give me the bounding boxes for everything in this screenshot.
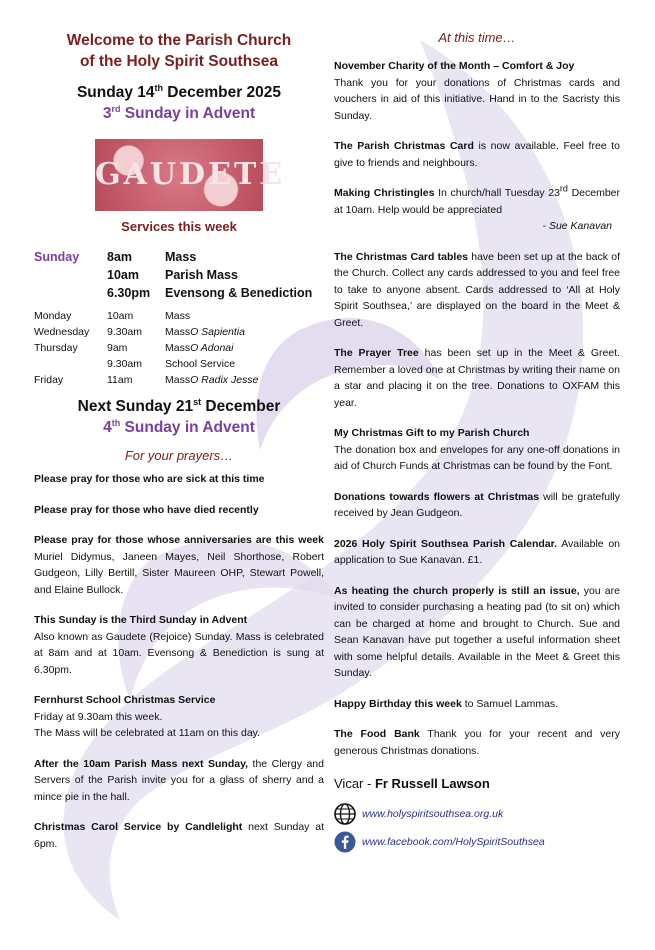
services-heading: Services this week xyxy=(121,219,237,234)
left-column xyxy=(34,30,324,852)
at-this-time-heading: At this time… xyxy=(438,30,516,45)
pray-died: Please pray for those who have died recently xyxy=(34,503,259,516)
food-bank-notice: The Food Bank Thank you for your recent and very generous Christmas donations. xyxy=(334,728,620,757)
right-column xyxy=(334,30,620,853)
heating-notice: As heating the church properly is still an issue, you are invited to consider purchasing a heating pad (to sit on) which can be charged at home and brought to Church. Sue and Sean Kanavan have put together a useful information sheet with some helpful details. Available in the Meet & Greet this Sunday. xyxy=(334,584,620,679)
calendar-notice: 2026 Holy Spirit Southsea Parish Calendar. Available on application to Sue Kanavan. £1. xyxy=(334,537,620,566)
page-title: Welcome to the Parish Church of the Holy Spirit Southsea xyxy=(66,32,292,70)
charity-notice: November Charity of the Month – Comfort & Joy Thank you for your donations of Christmas cards and vouchers in aid of this initiative. Hand in to the Sacristy this Sunday. xyxy=(334,60,620,122)
service-row: 6.30pm Evensong & Benediction xyxy=(107,286,313,300)
service-row: Monday 10am Mass xyxy=(34,310,191,322)
third-sunday-notice: This Sunday is the Third Sunday in Advent Also known as Gaudete (Rejoice) Sunday. Mass is celebrated at 8am and at 10am. Evensong & Benediction is sung at 6.30pm. xyxy=(34,614,324,676)
service-row: 9.30am School Service xyxy=(107,358,236,370)
christmas-gift-notice: My Christmas Gift to my Parish Church The donation box and envelopes for any one-off donations in aid of Church Funds at Christmas can be found by the Font. xyxy=(334,427,620,472)
service-row: Thursday 9am Mass O Adonai xyxy=(34,342,234,354)
sherry-notice: After the 10am Parish Mass next Sunday, the Clergy and Servers of the Parish invite you for a glass of sherry and a mince pie in the hall. xyxy=(34,757,324,803)
flowers-notice: Donations towards flowers at Christmas will be gratefully received by Jean Gudgeon. xyxy=(334,490,620,519)
pray-anniversaries: Please pray for those whose anniversaries are this week Muriel Didymus, Janeen Mayes, Neil Shorthose, Robert Gudgeon, Lilly Bertill, Sister Maureen OHP, Stewart Powell, and Elaine Bullock. xyxy=(34,534,324,596)
carol-notice: Christmas Carol Service by Candlelight next Sunday at 6pm. xyxy=(34,821,324,850)
service-row: Wednesday 9.30am Mass O Sapientia xyxy=(34,326,245,338)
vicar-line: Vicar - Fr Russell Lawson xyxy=(334,776,490,791)
service-row: 10am Parish Mass xyxy=(107,268,238,282)
gaudete-banner: GAUDETE xyxy=(95,139,263,211)
services-table xyxy=(34,248,324,388)
globe-icon xyxy=(334,803,356,825)
prayer-tree-notice: The Prayer Tree has been set up in the Meet & Greet. Remember a loved one at Christmas by writing their name on a star and placing it on the tree. Donations to OXFAM this year. xyxy=(334,347,621,409)
christingle-notice: Making Christingles In church/hall Tuesday 23rd December at 10am. Help would be appreciated - Sue Kanavan xyxy=(334,183,621,232)
facebook-icon xyxy=(334,831,356,853)
service-row: Friday 11am Mass O Radix Jesse xyxy=(34,374,259,386)
service-date: Sunday 14th December 2025 xyxy=(76,82,282,101)
birthday-notice: Happy Birthday this week to Samuel Lammas. xyxy=(334,697,559,710)
christmas-card-notice: The Parish Christmas Card is now available. Feel free to give to friends and neighbours. xyxy=(334,140,620,169)
next-advent-sunday: 4th Sunday in Advent xyxy=(103,417,255,436)
card-tables-notice: The Christmas Card tables have been set up at the back of the Church. Collect any cards addressed to you and feel free to take to anyone absent. Cards addressed to ‘All at Holy Spirit Southsea,’ are displayed on the board in the Meet & Greet. xyxy=(334,250,620,329)
fernhurst-notice: Fernhurst School Christmas Service Friday at 9.30am this week. The Mass will be celebrated at 11am on this day. xyxy=(34,694,261,739)
service-row: Sunday 8am Mass xyxy=(34,250,197,264)
facebook-link[interactable]: www.facebook.com/HolySpiritSouthsea xyxy=(334,831,620,853)
pray-sick: Please pray for those who are sick at this time xyxy=(34,473,265,485)
website-link[interactable]: www.holyspiritsouthsea.org.uk xyxy=(334,803,620,825)
next-sunday-date: Next Sunday 21st December xyxy=(77,396,281,415)
prayers-heading: For your prayers… xyxy=(124,448,234,463)
advent-sunday: 3rd Sunday in Advent xyxy=(102,103,256,122)
